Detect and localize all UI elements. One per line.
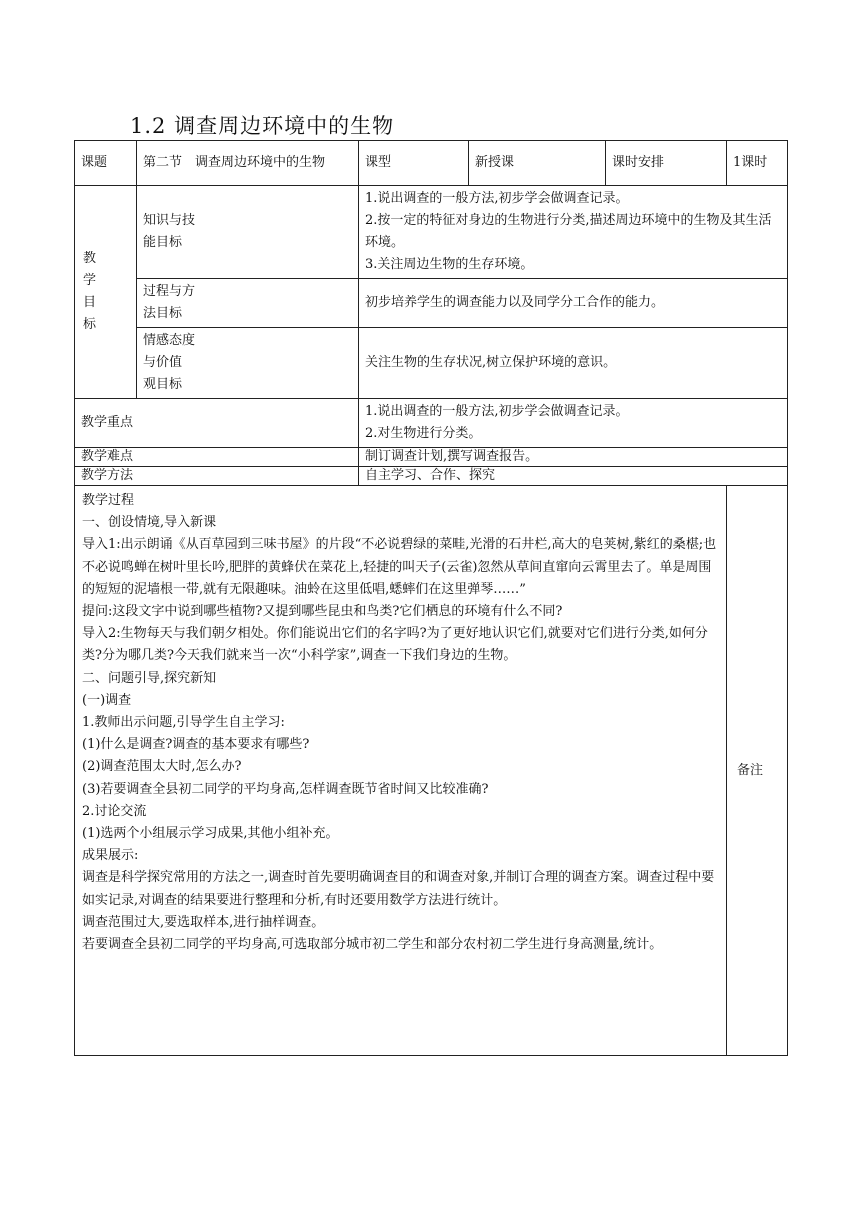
- label-type: 课型: [359, 141, 469, 186]
- process-paragraph: (3)若要调查全县初二同学的平均身高,怎样调查既节省时间又比较准确?: [82, 781, 489, 797]
- hours-value: 1课时: [727, 141, 788, 186]
- process-paragraph: 调查是科学探究常用的方法之一,调查时首先要明确调查目的和调查对象,并制订合理的调查方案。调查过程中要如实记录,对调查的结果要进行整理和分析,有时还要用数学方法进行统计。: [82, 870, 715, 908]
- process-paragraph: 教学过程: [82, 493, 135, 508]
- difficulties-row: [75, 448, 788, 467]
- label-topic: 课题: [75, 141, 137, 186]
- goals-label-char: 学: [83, 273, 97, 288]
- lesson-plan-table: [74, 140, 788, 1056]
- knowledge-label: 知识与技 能目标: [137, 186, 359, 279]
- process-content: [75, 486, 727, 1056]
- process-paragraph: 导入2:生物每天与我们朝夕相处。你们能说出它们的名字吗?为了更好地认识它们,就要对它们进行分类,如何分类?分为哪几类?今天我们就来当一次“小科学家”,调查一下我们身边的生物。: [82, 626, 708, 664]
- process-goal-label: 过程与方 法目标: [137, 279, 359, 328]
- goals-label-char: 标: [83, 317, 97, 332]
- process-paragraph: (1)选两个小组展示学习成果,其他小组补充。: [82, 826, 339, 842]
- emotion-goal-label: 情感态度 与价值 观目标: [137, 328, 359, 399]
- goals-label-char: 教: [83, 251, 97, 266]
- header-row: [75, 141, 788, 186]
- process-paragraph: 二、问题引导,探究新知: [82, 670, 217, 686]
- difficulties-content: 制订调查计划,撰写调查报告。: [359, 448, 788, 467]
- topic-value: 第二节 调查周边环境中的生物: [137, 141, 359, 186]
- remark-cell: 备注: [727, 486, 788, 1056]
- goal-process-row: [75, 279, 788, 328]
- emotion-goal-content: 关注生物的生存状况,树立保护环境的意识。: [359, 328, 788, 399]
- knowledge-content: 1.说出调查的一般方法,初步学会做调查记录。 2.按一定的特征对身边的生物进行分类,描述周边环境中的生物及其生活环境。 3.关注周边生物的生存环境。: [359, 186, 788, 279]
- process-paragraph: (2)调查范围太大时,怎么办?: [82, 759, 242, 775]
- methods-row: [75, 467, 788, 486]
- difficulties-label: 教学难点: [75, 448, 359, 467]
- key-points-label: 教学重点: [75, 399, 359, 448]
- process-paragraph: 提问:这段文字中说到哪些植物?又提到哪些昆虫和鸟类?它们栖息的环境有什么不同?: [82, 604, 563, 620]
- goal-knowledge-row: [75, 186, 788, 279]
- process-paragraph: (一)调查: [82, 692, 132, 708]
- process-paragraph: 调查范围过大,要选取样本,进行抽样调查。: [82, 914, 325, 930]
- process-paragraph: 2.讨论交流: [82, 803, 147, 819]
- process-paragraph: 成果展示:: [82, 848, 139, 864]
- process-goal-content: 初步培养学生的调查能力以及同学分工合作的能力。: [359, 279, 788, 328]
- methods-content: 自主学习、合作、探究: [359, 467, 788, 486]
- process-paragraph: 一、创设情境,导入新课: [82, 515, 217, 531]
- process-paragraph: (1)什么是调查?调查的基本要求有哪些?: [82, 737, 310, 753]
- process-paragraph: 导入1:出示朗诵《从百草园到三味书屋》的片段“不必说碧绿的菜畦,光滑的石井栏,高大的皂荚树,紫红的桑椹;也不必说鸣蝉在树叶里长吟,肥胖的黄蜂伏在菜花上,轻捷的叫天子(云雀)忽然从草间直窜向云霄里去了。单是周围的短短的泥墙根一带,就有无限趣味。油蛉在这里低唱,蟋蟀们在这里弹琴……”: [82, 537, 717, 597]
- process-row: [75, 486, 788, 1056]
- goal-emotion-row: [75, 328, 788, 399]
- process-paragraph: 若要调查全县初二同学的平均身高,可选取部分城市初二学生和部分农村初二学生进行身高测量,统计。: [82, 937, 663, 953]
- process-paragraph: 1.教师出示问题,引导学生自主学习:: [82, 715, 285, 731]
- goals-label-char: 目: [83, 295, 97, 310]
- type-value: 新授课: [469, 141, 606, 186]
- key-points-row: [75, 399, 788, 448]
- page-title: 1.2 调查周边环境中的生物: [130, 114, 395, 138]
- goals-label: [75, 186, 137, 399]
- label-hours: 课时安排: [606, 141, 727, 186]
- methods-label: 教学方法: [75, 467, 359, 486]
- key-points-content: 1.说出调查的一般方法,初步学会做调查记录。 2.对生物进行分类。: [359, 399, 788, 448]
